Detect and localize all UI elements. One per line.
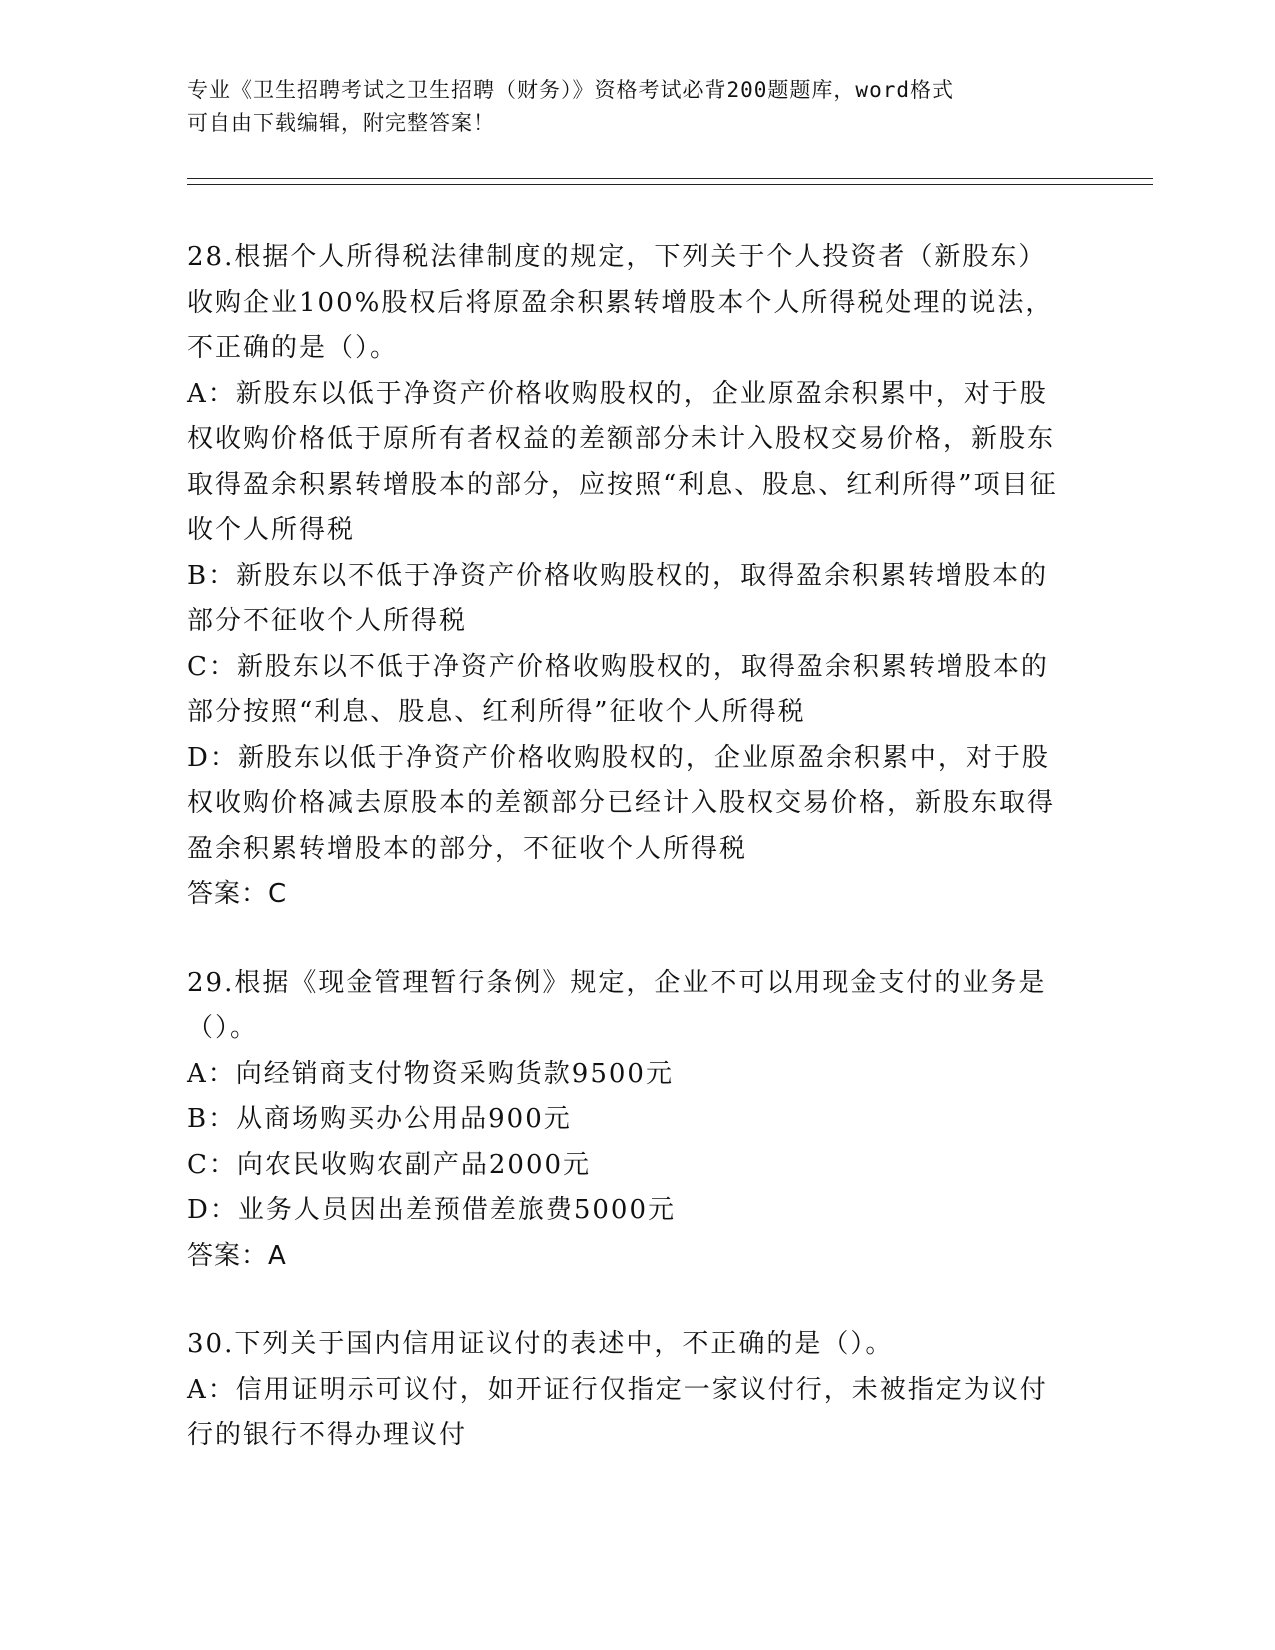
option-d: D：新股东以低于净资产价格收购股权的，企业原盈余积累中，对于股权收购价格减去原股本的差额部分已经计入股权交易价格，新股东取得盈余积累转增股本的部分，不征收个人所得税 <box>187 742 1056 864</box>
question-spacer <box>187 1279 1067 1322</box>
question-28 <box>187 235 1067 918</box>
question-list <box>187 235 1067 1459</box>
page-header <box>187 74 1067 140</box>
option-c: C：新股东以不低于净资产价格收购股权的，取得盈余积累转增股本的部分按照“利息、股息、红利所得”征收个人所得税 <box>187 651 1049 727</box>
option-a: A：信用证明示可议付，如开证行仅指定一家议付行，未被指定为议付行的银行不得办理议付 <box>187 1374 1048 1450</box>
option-a: A：新股东以低于净资产价格收购股权的，企业原盈余积累中，对于股权收购价格低于原所有者权益的差额部分未计入股权交易价格，新股东取得盈余积累转增股本的部分，应按照“利息、股息、红利所得”项目征收个人所得税 <box>187 378 1058 545</box>
question-text: 30.下列关于国内信用证议付的表述中，不正确的是（）。 <box>187 1329 894 1359</box>
header-divider <box>187 178 1153 185</box>
option-b: B：新股东以不低于净资产价格收购股权的，取得盈余积累转增股本的部分不征收个人所得税 <box>187 560 1049 636</box>
answer-label: 答案：A <box>187 1240 287 1271</box>
answer-label: 答案：C <box>187 879 288 909</box>
option-d: D：业务人员因出差预借差旅费5000元 <box>187 1195 677 1225</box>
question-text: 28.根据个人所得税法律制度的规定，下列关于个人投资者（新股东）收购企业100%股权后将原盈余积累转增股本个人所得税处理的说法，不正确的是（）。 <box>187 242 1054 363</box>
option-a: A：向经销商支付物资采购货款9500元 <box>187 1058 674 1089</box>
question-spacer <box>187 918 1067 961</box>
option-b: B：从商场购买办公用品900元 <box>187 1104 572 1134</box>
question-30 <box>187 1322 1067 1459</box>
header-line-1: 专业《卫生招聘考试之卫生招聘（财务）》资格考试必背200题题库，word格式 <box>187 78 954 102</box>
question-29 <box>187 961 1067 1280</box>
header-line-2: 可自由下载编辑，附完整答案！ <box>187 111 495 135</box>
option-c: C：向农民收购农副产品2000元 <box>187 1149 592 1180</box>
question-text: 29.根据《现金管理暂行条例》规定，企业不可以用现金支付的业务是（）。 <box>187 967 1047 1043</box>
